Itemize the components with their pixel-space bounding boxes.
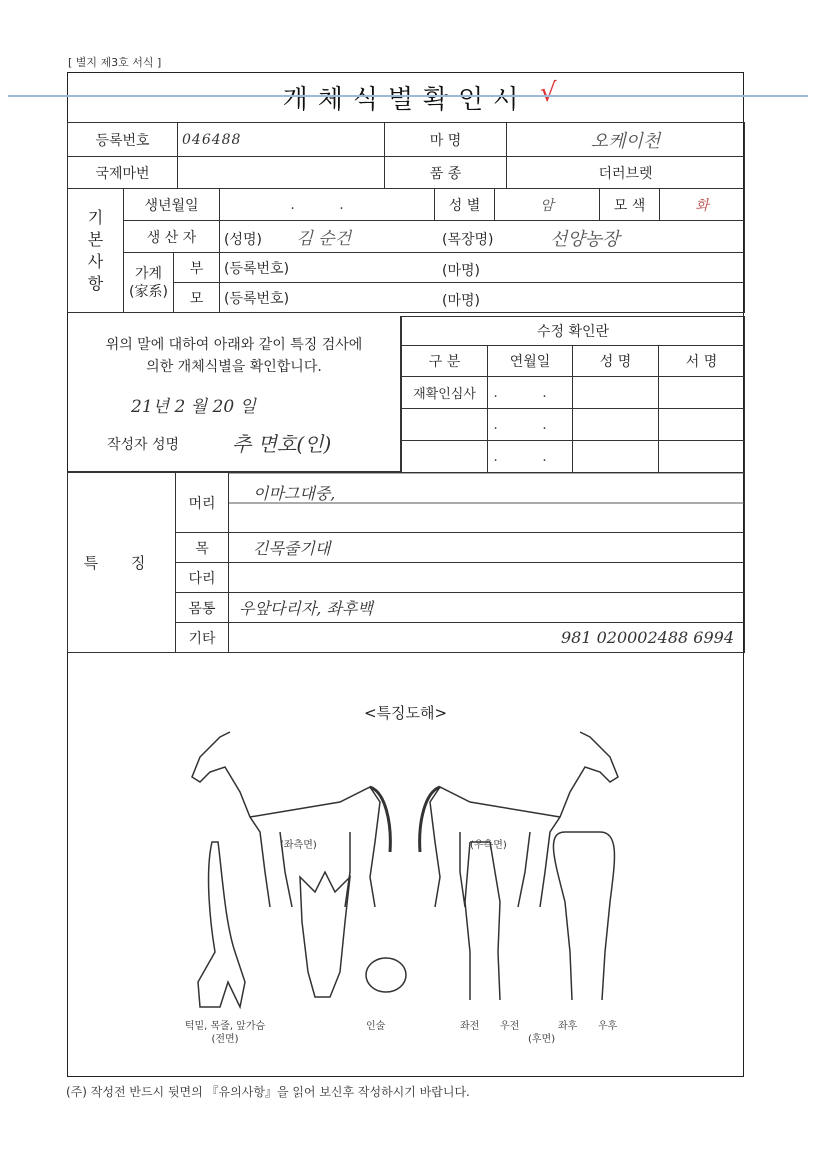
body-value[interactable]: 우앞다리자, 좌후백	[239, 599, 373, 618]
revision-row-date[interactable]: . .	[488, 377, 573, 409]
intl-number-label: 국제마번	[68, 157, 178, 189]
neck-label: 목	[176, 533, 229, 563]
dam-cell[interactable]	[220, 283, 745, 313]
revision-header-date: 연월일	[488, 346, 573, 377]
other-label: 기타	[176, 623, 229, 653]
left-side-caption: (좌측면)	[280, 840, 317, 851]
horse-rear-figure	[553, 832, 614, 1000]
producer-name-value[interactable]: 김 순건	[296, 229, 352, 249]
confirmation-block	[67, 316, 401, 472]
reg-number-value[interactable]: 046488	[178, 123, 385, 157]
leg-front-right-caption: 우전	[500, 1021, 520, 1032]
reg-number-label: 등록번호	[68, 123, 178, 157]
producer-cell[interactable]	[220, 221, 745, 253]
revision-row-sign[interactable]	[659, 441, 745, 473]
family-label: 가계 (家系)	[124, 253, 174, 313]
features-group-label: 특 징	[68, 473, 176, 653]
sire-reg-label: (등록번호)	[224, 260, 290, 277]
revision-row-type: 재확인심사	[402, 377, 488, 409]
horse-right-side-figure	[420, 732, 618, 907]
body-label: 몸통	[176, 593, 229, 623]
leg-value[interactable]	[229, 563, 745, 593]
leg-label: 다리	[176, 563, 229, 593]
intl-number-value[interactable]	[178, 157, 385, 189]
revision-row-date[interactable]: . .	[488, 409, 573, 441]
neck-value[interactable]: 긴목줄기대	[253, 539, 331, 558]
horse-name-value[interactable]: 오케이천	[507, 123, 745, 157]
producer-label: 생 산 자	[124, 221, 220, 253]
horse-head-front-figure	[300, 872, 350, 997]
registration-table	[67, 122, 745, 189]
check-mark: √	[540, 78, 557, 108]
sire-cell[interactable]	[220, 253, 745, 283]
breed-label: 품 종	[385, 157, 507, 189]
revision-row-name[interactable]	[573, 377, 659, 409]
color-label: 모 색	[600, 189, 660, 221]
confirm-text-line2: 의한 개체식별을 확인합니다.	[146, 359, 322, 375]
dam-reg-label: (등록번호)	[224, 290, 290, 307]
horse-diagram	[170, 722, 640, 1022]
lips-caption: 인술	[366, 1021, 386, 1032]
revision-row-type	[402, 441, 488, 473]
form-code: [ 별지 제3호 서식 ]	[68, 56, 162, 69]
revision-row-name[interactable]	[573, 409, 659, 441]
footnote: (주) 작성전 반드시 뒷면의 『유의사항』을 읽어 보신후 작성하시기 바랍니다.	[66, 1085, 470, 1099]
breed-value[interactable]: 더러브렛	[507, 157, 745, 189]
head-value[interactable]: 이마그대중,	[253, 484, 336, 503]
revision-header-sign: 서 명	[659, 346, 745, 377]
leg-hind-right-caption: 우후	[598, 1021, 618, 1032]
front-caption-line1: 턱밑, 목줄, 앞가슴	[184, 1021, 266, 1032]
horse-lips-figure	[366, 958, 406, 992]
sex-label: 성 별	[435, 189, 495, 221]
farm-label: (목장명)	[442, 232, 494, 248]
front-caption-line2: (전면)	[211, 1034, 239, 1045]
confirm-date[interactable]: 21년 2 월 20 일	[131, 397, 256, 417]
revision-row-sign[interactable]	[659, 377, 745, 409]
horse-name-label: 마 명	[385, 123, 507, 157]
sire-label: 부	[174, 253, 220, 283]
birth-label: 생년월일	[124, 189, 220, 221]
revision-header-name: 성 명	[573, 346, 659, 377]
dam-label: 모	[174, 283, 220, 313]
color-value[interactable]: 화	[660, 189, 745, 221]
revision-row-type	[402, 409, 488, 441]
farm-value[interactable]: 선양농장	[550, 229, 620, 250]
leg-hind-left-caption: 좌후	[558, 1021, 578, 1032]
horse-underside-figure	[198, 842, 245, 1007]
author-label: 작성자 성명	[107, 437, 180, 453]
author-value[interactable]: 추 면호(인)	[232, 432, 332, 456]
head-label: 머리	[176, 473, 229, 533]
revision-table	[401, 316, 745, 473]
revision-header-type: 구 분	[402, 346, 488, 377]
confirm-text-line1: 위의 말에 대하여 아래와 같이 특징 검사에	[105, 337, 363, 353]
right-side-caption: (우측면)	[470, 840, 507, 851]
revision-title: 수정 확인란	[402, 317, 745, 346]
features-table	[67, 472, 745, 653]
revision-row-sign[interactable]	[659, 409, 745, 441]
sire-name-label: (마명)	[442, 263, 480, 279]
diagram-title: <특징도해>	[363, 704, 448, 722]
form-title: 개체식별확인서	[282, 84, 529, 115]
birth-value[interactable]: . .	[220, 189, 435, 221]
other-value[interactable]: 981 020002488 6994	[560, 628, 734, 647]
scan-line	[8, 95, 808, 97]
basic-info-table	[67, 188, 745, 313]
rear-caption: (후면)	[528, 1034, 556, 1045]
leg-front-left-caption: 좌전	[460, 1021, 480, 1032]
revision-row-name[interactable]	[573, 441, 659, 473]
sex-value[interactable]: 암	[495, 189, 600, 221]
horse-front-legs-figure	[465, 842, 500, 1000]
basic-group-label: 기 본 사 항	[68, 189, 124, 313]
revision-row-date[interactable]: . .	[488, 441, 573, 473]
dam-name-label: (마명)	[442, 293, 480, 309]
producer-name-label: (성명)	[224, 232, 262, 248]
